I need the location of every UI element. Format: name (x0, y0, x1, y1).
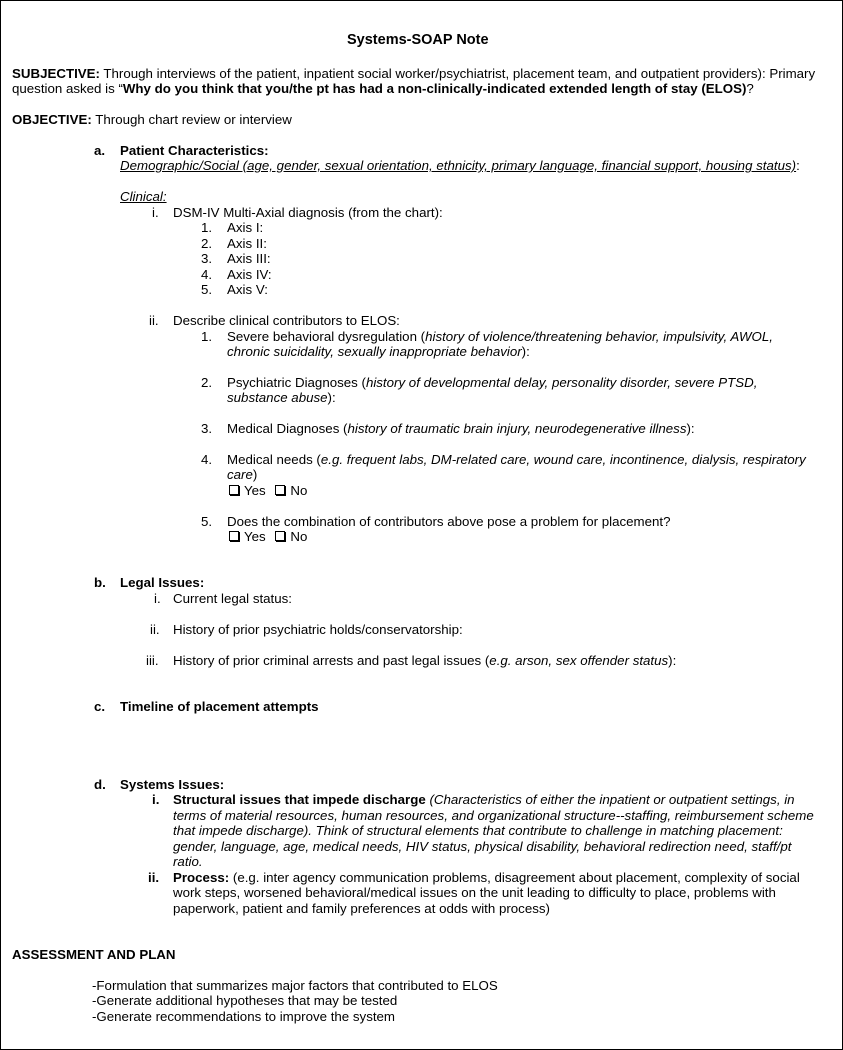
contributor-4-options (229, 483, 307, 499)
structural-issues-line-4: gender, language, age, medical needs, HIV status, physical disability, behavioral redirection need, staff/pt (173, 839, 792, 854)
contributor-4-examples-1: e.g. frequent labs, DM-related care, wound care, incontinence, dialysis, respiratory (320, 452, 806, 467)
section-c-heading: Timeline of placement attempts (120, 699, 319, 714)
contributor-1-number: 1. (201, 329, 213, 344)
objective-text: Through chart review or interview (95, 112, 292, 127)
axis-5-label: Axis V: (227, 282, 268, 297)
legal-prior-holds: History of prior psychiatric holds/conservatorship: (173, 622, 463, 637)
contributor-4-line-1 (227, 452, 806, 468)
contributor-3-examples: history of traumatic brain injury, neurodegenerative illness (347, 421, 687, 436)
contributor-4-yes-label: Yes (244, 483, 266, 498)
subjective-text: Through interviews of the patient, inpatient social worker/psychiatrist, placement team, and outpatient providers): Primary (103, 66, 816, 81)
axis-1-number: 1. (201, 220, 213, 235)
assessment-item-2: -Generate additional hypotheses that may be tested (92, 993, 398, 1008)
contributor-1-line-1 (227, 329, 773, 345)
axis-1-label: Axis I: (227, 220, 264, 235)
contributor-2-examples-2: substance abuse (227, 390, 328, 405)
dsm-diagnosis-label: DSM-IV Multi-Axial diagnosis (from the chart): (173, 205, 443, 220)
section-a-heading: Patient Characteristics: (120, 143, 269, 158)
contributor-3-number: 3. (201, 421, 213, 436)
contributor-2-line-1 (227, 375, 757, 391)
contributor-4-yes-checkbox[interactable] (229, 485, 239, 495)
subjective-question: Why do you think that you/the pt has had a non-clinically-indicated extended length of stay (ELOS) (122, 81, 747, 96)
axis-4-number: 4. (201, 267, 213, 282)
section-c-marker: c. (94, 699, 106, 714)
contributor-2-examples-1: history of developmental delay, personality disorder, severe PTSD, (365, 375, 758, 390)
contributor-4-no-checkbox[interactable] (275, 485, 285, 495)
section-d-heading: Systems Issues: (120, 777, 225, 792)
legal-ii-marker: ii. (150, 622, 160, 637)
legal-current-status: Current legal status: (173, 591, 292, 606)
demographic-label: Demographic/Social (age, gender, sexual orientation, ethnicity, primary language, financial support, housing status) (120, 158, 797, 173)
legal-i-marker: i. (154, 591, 161, 606)
axis-2-label: Axis II: (227, 236, 267, 251)
subjective-line-1 (12, 66, 815, 82)
contributor-3-close: ): (686, 421, 695, 436)
contributor-3-line-1 (227, 421, 695, 437)
structural-issues-line-3: that impede discharge). Think of structural elements that contribute to challenge in matching placement: (173, 823, 783, 838)
assessment-item-1: -Formulation that summarizes major factors that contributed to ELOS (92, 978, 498, 993)
axis-2-number: 2. (201, 236, 213, 251)
assessment-heading: ASSESSMENT AND PLAN (12, 947, 176, 962)
subjective-label: SUBJECTIVE: (12, 66, 100, 81)
contributor-2-line-2 (227, 390, 336, 406)
structural-issues-line-1 (173, 792, 795, 808)
contributor-2-number: 2. (201, 375, 213, 390)
contributor-4-number: 4. (201, 452, 213, 467)
axis-5-number: 5. (201, 282, 213, 297)
demographic-line (120, 158, 800, 174)
contributor-1-close: ): (521, 344, 530, 359)
demographic-colon: : (796, 158, 800, 173)
contributor-5-options (229, 529, 307, 545)
contributor-4-line-2 (227, 467, 257, 483)
contributor-5-number: 5. (201, 514, 213, 529)
legal-prior-arrests (173, 653, 676, 669)
systems-i-marker: i. (152, 792, 160, 807)
legal-prior-arrests-examples: e.g. arson, sex offender status (489, 653, 669, 668)
clinical-ii-marker: ii. (149, 313, 159, 328)
section-d-marker: d. (94, 777, 106, 792)
section-b-heading: Legal Issues: (120, 575, 205, 590)
objective-line (12, 112, 292, 128)
process-label: Process: (173, 870, 230, 885)
contributor-4-title: Medical needs ( (227, 452, 321, 467)
contributor-5-yes-checkbox[interactable] (229, 531, 239, 541)
contributor-1-line-2 (227, 344, 530, 360)
contributor-5-question: Does the combination of contributors above pose a problem for placement? (227, 514, 671, 529)
contributor-3-title: Medical Diagnoses ( (227, 421, 348, 436)
clinical-i-marker: i. (152, 205, 159, 220)
axis-4-label: Axis IV: (227, 267, 272, 282)
contributor-5-no-label: No (290, 529, 308, 544)
axis-3-label: Axis III: (227, 251, 271, 266)
section-b-marker: b. (94, 575, 106, 590)
process-line-3: paperwork, patient and family preferences at odds with process) (173, 901, 550, 916)
contributor-1-title: Severe behavioral dysregulation ( (227, 329, 426, 344)
process-text-1: (e.g. inter agency communication problems, disagreement about placement, complexity of social (232, 870, 800, 885)
systems-ii-marker: ii. (148, 870, 160, 885)
objective-label: OBJECTIVE: (12, 112, 92, 127)
subjective-question-prefix: question asked is “ (12, 81, 123, 96)
document-title: Systems-SOAP Note (347, 32, 489, 48)
contributor-5-no-checkbox[interactable] (275, 531, 285, 541)
structural-issues-label: Structural issues that impede discharge (173, 792, 426, 807)
section-a-marker: a. (94, 143, 106, 158)
assessment-item-3: -Generate recommendations to improve the system (92, 1009, 396, 1024)
process-line-2: work steps, worsened behavioral/medical issues on the unit leading to difficulty to place, problems with (173, 885, 776, 900)
contributor-4-close: ) (252, 467, 258, 482)
clinical-contributors-label: Describe clinical contributors to ELOS: (173, 313, 400, 328)
contributor-4-examples-2: care (227, 467, 253, 482)
contributor-4-no-label: No (290, 483, 308, 498)
subjective-line-2 (12, 81, 754, 97)
structural-issues-line-5: ratio. (173, 854, 203, 869)
clinical-label: Clinical: (120, 189, 167, 204)
contributor-5-yes-label: Yes (244, 529, 266, 544)
contributor-1-examples-2: chronic suicidality, sexually inappropriate behavior (227, 344, 522, 359)
legal-prior-arrests-close: ): (668, 653, 677, 668)
structural-issues-line-2: terms of material resources, human resources, and organizational structure--staffing, reimbursement scheme (173, 808, 814, 823)
contributor-2-title: Psychiatric Diagnoses ( (227, 375, 366, 390)
subjective-question-suffix: ? (746, 81, 754, 96)
legal-prior-arrests-title: History of prior criminal arrests and past legal issues ( (173, 653, 490, 668)
structural-issues-text-1: (Characteristics of either the inpatient or outpatient settings, in (429, 792, 795, 807)
contributor-2-close: ): (327, 390, 336, 405)
contributor-1-examples-1: history of violence/threatening behavior, impulsivity, AWOL, (425, 329, 773, 344)
legal-iii-marker: iii. (146, 653, 159, 668)
axis-3-number: 3. (201, 251, 213, 266)
process-line-1 (173, 870, 800, 886)
